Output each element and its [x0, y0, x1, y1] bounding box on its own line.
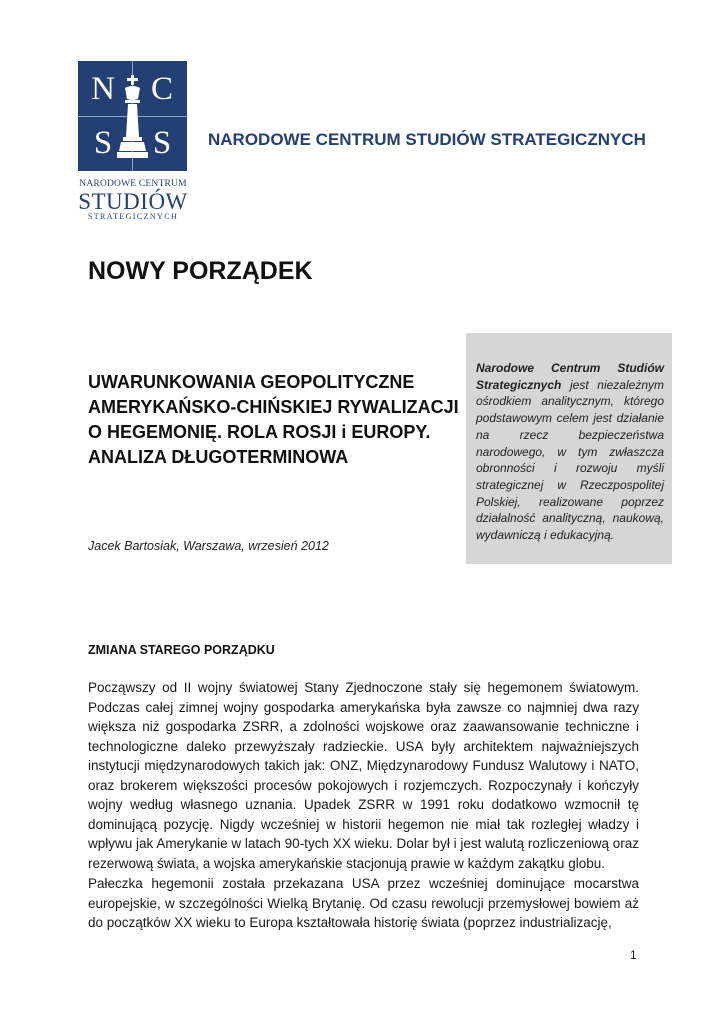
document-title: NOWY PORZĄDEK — [88, 257, 313, 285]
logo-letter-n: N — [91, 71, 115, 107]
logo-letter-s2: S — [152, 125, 172, 161]
ncss-logo — [78, 61, 187, 171]
logo-caption-line1: NARODOWE CENTRUM — [79, 179, 187, 189]
subtitle-line: UWARUNKOWANIA GEOPOLITYCZNE — [88, 372, 415, 392]
sidebar-org-name: Narodowe Centrum Studiów Strategicznych — [476, 361, 664, 392]
organization-name: NARODOWE CENTRUM STUDIÓW STRATEGICZNYCH — [208, 130, 646, 149]
body-paragraph: Pałeczka hegemonii została przekazana USA przez wcześniej dominujące mocarstwa europejskie, w szczególności Wielką Brytanię. Od czasu rewolucji przemysłowej bowiem aż do początków XX wieku to Europa kształtowała historię świata (poprzez industrializację, — [88, 876, 639, 930]
sidebar-description: jest niezależnym ośrodkiem analitycznym, którego podstawowym celem jest działanie na rzecz bezpieczeństwa narodowego, w tym zwłaszcza obronności i rozwoju myśli strategicznej w Rzeczpospolitej Polskiej, realizowane poprzez działalność analityczną, naukową, wydawniczą i edukacyjną. — [476, 377, 664, 543]
logo-letter-c: C — [150, 71, 173, 107]
about-sidebar — [466, 333, 672, 564]
document-subtitle — [88, 370, 458, 470]
section-heading: ZMIANA STAREGO PORZĄDKU — [88, 643, 275, 657]
chess-king-icon — [116, 75, 149, 163]
subtitle-line: ANALIZA DŁUGOTERMINOWA — [88, 447, 349, 467]
page-number: 1 — [630, 948, 637, 962]
body-paragraph: Począwszy od II wojny światowej Stany Zjednoczone stały się hegemonem światowym. Podczas całej zimnej wojny gospodarka amerykańska była zawsze co najmniej dwa razy większa niż gospodarka ZSRR, a zdolności wojskowe oraz zaawansowanie techniczne i technologiczne daleko przewyższały radzieckie. USA były architektem najważniejszych instytucji międzynarodowych takich jak: ONZ, Międzynarodowy Fundusz Walutowy i NATO, oraz brokerem większości procesów pokojowych i rozjemczych. Rozpoczynały i kończyły wojny według własnego uznania. Upadek ZSRR w 1991 roku dodatkowo wzmocnił tę dominującą pozycję. Nigdy wcześniej w historii hegemon nie miał tak rozległej władzy i wpływu jak Amerykanie w latach 90-tych XX wieku. Dolar był i jest walutą rozliczeniową oraz rezerwową świata, a wojska amerykańskie stacjonują prawie w każdym zakątku globu. — [88, 680, 639, 871]
subtitle-line: AMERYKAŃSKO-CHIŃSKIEJ RYWALIZACJI — [88, 397, 459, 417]
logo-letter-s1: S — [93, 125, 113, 161]
author-byline: Jacek Bartosiak, Warszawa, wrzesień 2012 — [88, 539, 329, 553]
logo-caption-line3: STRATEGICZNYCH — [87, 212, 179, 221]
sidebar-text — [476, 360, 664, 544]
subtitle-line: O HEGEMONIĘ. ROLA ROSJI i EUROPY. — [88, 422, 431, 442]
logo-caption-line2: STUDIÓW — [78, 189, 188, 214]
